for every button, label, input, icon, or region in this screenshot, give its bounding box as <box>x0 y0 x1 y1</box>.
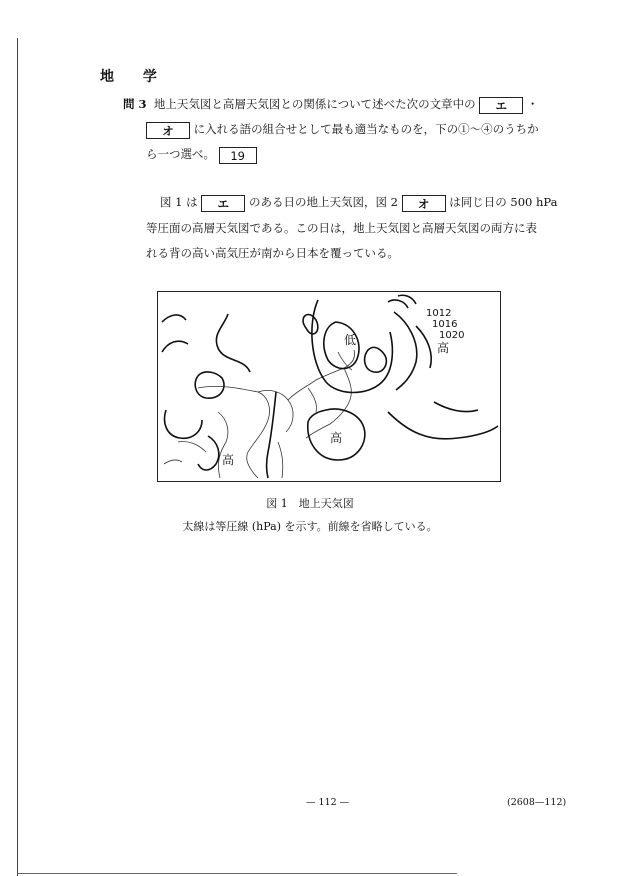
passage-blank-e: エ <box>201 195 245 212</box>
surface-weather-map <box>157 291 501 482</box>
isobar-label-1012: 1012 <box>426 308 452 319</box>
question-text-1: 地上天気図と高層天気図との関係について述べた次の文章中の <box>153 97 476 111</box>
question-text-2: に入れる語の組合せとして最も適当なものを，下の①〜④のうちか <box>193 122 539 136</box>
isobar-label-1016: 1016 <box>432 319 458 330</box>
figure-caption: 図 1 地上天気図 <box>266 497 354 510</box>
question-line-3 <box>146 142 257 167</box>
question-line-1 <box>123 92 538 117</box>
weather-map-svg <box>158 292 499 480</box>
high-pressure-label-center: 高 <box>330 431 343 445</box>
passage-text-1b: のある日の地上天気図，図 2 <box>248 195 398 209</box>
low-pressure-label: 低 <box>344 333 357 347</box>
figure-note: 太線は等圧線 (hPa) を示す。前線を省略している。 <box>182 520 438 533</box>
high-pressure-label-west: 高 <box>222 453 235 467</box>
passage-text-1c: は同じ日の 500 hPa <box>449 195 558 209</box>
separator: ・ <box>526 97 539 111</box>
high-pressure-label-east: 高 <box>437 341 450 355</box>
question-line-2 <box>146 117 539 142</box>
passage-line-1 <box>160 190 558 215</box>
page-number: — 112 — <box>306 797 350 808</box>
blank-o-box: オ <box>146 122 190 139</box>
passage-text-1a: 図 1 は <box>160 195 198 209</box>
isobar-label-1020: 1020 <box>439 330 465 341</box>
question-text-3: ら一つ選べ。 <box>146 147 215 161</box>
passage-blank-o: オ <box>402 195 446 212</box>
booklet-code: (2608—112) <box>507 797 567 808</box>
subject-heading: 地 学 <box>100 69 169 85</box>
question-number: 問 3 <box>123 97 147 111</box>
answer-number-box: 19 <box>219 147 257 164</box>
margin-line <box>17 38 18 876</box>
blank-e-box: エ <box>479 97 523 114</box>
bottom-line <box>17 873 457 874</box>
passage-line-3: れる背の高い高気圧が南から日本を覆っている。 <box>146 246 399 260</box>
passage-line-2: 等圧面の高層天気図である。この日は，地上天気図と高層天気図の両方に表 <box>146 221 537 235</box>
